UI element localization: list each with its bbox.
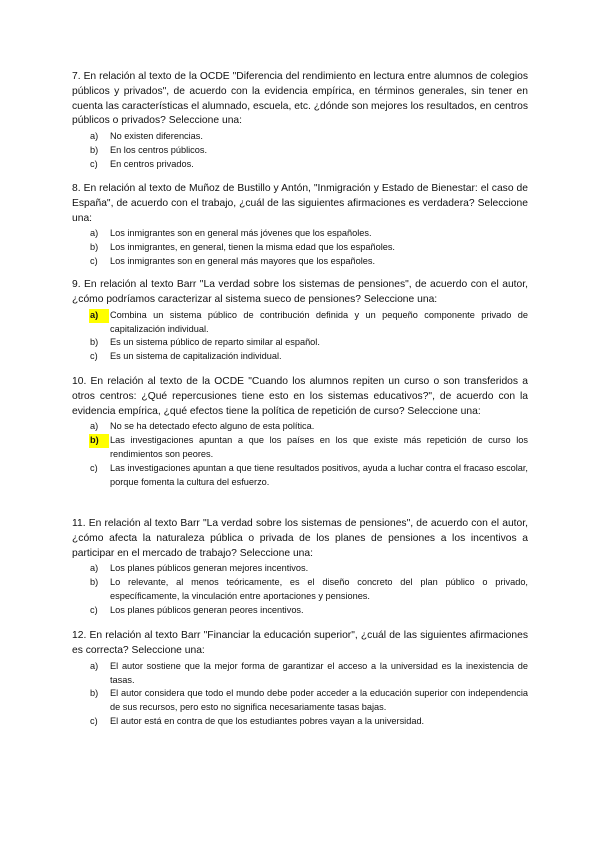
question-text: 8. En relación al texto de Muñoz de Bustillo y Antón, "Inmigración y Estado de Bienestar: el caso de España", de acuerdo con el trabajo, ¿cuál de las siguientes afirmaciones es verdadera? Seleccione una: — [72, 183, 528, 224]
option-letter: c) — [90, 605, 98, 616]
option-a — [72, 130, 528, 144]
option-letter: b) — [90, 145, 99, 156]
option-b — [72, 241, 528, 255]
option-text: El autor está en contra de que los estudiantes pobres vayan a la universidad. — [110, 716, 425, 727]
option-text: El autor sostiene que la mejor forma de garantizar el acceso a la universidad es la inexistencia de tasas. — [110, 660, 528, 685]
option-letter: b) — [90, 577, 99, 588]
option-text: Los inmigrantes son en general más mayores que los españoles. — [110, 256, 376, 267]
option-list — [72, 660, 528, 730]
option-letter: b) — [90, 688, 99, 699]
option-text: En centros privados. — [110, 159, 194, 169]
option-text: Los planes públicos generan peores incentivos. — [110, 605, 304, 616]
question-7 — [72, 70, 528, 172]
option-text: No existen diferencias. — [110, 131, 203, 142]
option-b-highlighted — [72, 434, 528, 462]
question-text: 12. En relación al texto Barr "Financiar la educación superior", ¿cuál de las siguientes afirmaciones es correcta? Seleccione una: — [72, 630, 528, 656]
option-list — [72, 562, 528, 618]
question-text: 10. En relación al texto de la OCDE "Cuando los alumnos repiten un curso o son transferidos a otros centros: ¿Qué repercusiones tiene esto en los sistemas educativos?", de acuerdo con la evidencia empírica, ¿qué efectos tiene la política de repetición de curso? Seleccione una: — [72, 376, 528, 417]
option-a — [72, 227, 528, 241]
option-letter: b) — [90, 242, 99, 253]
option-letter: c) — [90, 256, 98, 267]
option-letter: a) — [90, 131, 99, 142]
option-a — [72, 420, 528, 434]
option-text: Es un sistema público de reparto similar al español. — [110, 337, 320, 348]
option-text: Los inmigrantes, en general, tienen la misma edad que los españoles. — [110, 242, 395, 253]
option-list — [72, 309, 528, 365]
option-c — [72, 462, 528, 490]
question-text: 7. En relación al texto de la OCDE "Diferencia del rendimiento en lectura entre alumnos de colegios públicos y privados", de acuerdo con la evidencia empírica, en términos generales, sin tener en cuenta las características el alumnado, escuela, etc. ¿dónde son mejores los resultados, en centros públicos o privados? Seleccione una: — [72, 71, 528, 127]
option-text: Los inmigrantes son en general más jóvenes que los españoles. — [110, 228, 372, 239]
option-c — [72, 158, 528, 172]
option-text: Es un sistema de capitalización individual. — [110, 351, 282, 362]
option-text: No se ha detectado efecto alguno de esta política. — [110, 421, 315, 432]
option-letter: c) — [90, 351, 98, 362]
option-b — [72, 144, 528, 158]
question-10 — [72, 375, 528, 490]
option-letter: b) — [90, 337, 99, 348]
option-list — [72, 130, 528, 172]
option-b — [72, 336, 528, 350]
option-letter: c) — [90, 716, 98, 727]
option-c — [72, 350, 528, 364]
option-text: En los centros públicos. — [110, 145, 208, 156]
question-12 — [72, 629, 528, 729]
option-letter: a) — [89, 309, 109, 323]
option-text: Lo relevante, al menos teóricamente, es el diseño concreto del plan público o privado, específicamente, la vinculación entre aportaciones y pensiones. — [110, 577, 528, 602]
option-c — [72, 255, 528, 269]
option-letter: b) — [89, 434, 109, 448]
option-text: Combina un sistema público de contribución definida y un pequeño componente privado de capitalización individual. — [110, 309, 528, 334]
option-text: El autor considera que todo el mundo debe poder acceder a la educación superior con independencia de sus recursos, pero esto no significa necesariamente tasas bajas. — [110, 688, 528, 713]
question-8 — [72, 182, 528, 269]
option-letter: c) — [90, 463, 98, 474]
option-text: Las investigaciones apuntan a que tiene resultados positivos, ayuda a luchar contra el fracaso escolar, porque fomenta la cultura del esfuerzo. — [110, 463, 528, 488]
option-c — [72, 604, 528, 618]
option-b — [72, 687, 528, 715]
option-b — [72, 576, 528, 604]
question-11 — [72, 517, 528, 618]
question-9 — [72, 278, 528, 364]
option-letter: a) — [90, 421, 99, 432]
option-text: Las investigaciones apuntan a que los países en los que existe más repetición de curso los rendimientos son peores. — [110, 435, 528, 460]
question-text: 9. En relación al texto Barr "La verdad sobre los sistemas de pensiones", de acuerdo con el autor, ¿cómo podríamos caracterizar al sistema sueco de pensiones? Seleccione una: — [72, 279, 528, 305]
question-text: 11. En relación al texto Barr "La verdad sobre los sistemas de pensiones", de acuerdo con el autor, ¿cómo afecta la naturaleza pública o privada de los planes de pensiones a los incentivos a participar en el mercado de trabajo? Seleccione una: — [72, 518, 528, 559]
option-a — [72, 660, 528, 688]
option-c — [72, 715, 528, 729]
option-a-highlighted — [72, 309, 528, 337]
option-letter: a) — [90, 660, 99, 671]
option-letter: a) — [90, 563, 99, 574]
option-list — [72, 420, 528, 490]
option-text: Los planes públicos generan mejores incentivos. — [110, 563, 309, 574]
option-letter: a) — [90, 228, 99, 239]
option-a — [72, 562, 528, 576]
option-list — [72, 227, 528, 269]
option-letter: c) — [90, 159, 98, 169]
